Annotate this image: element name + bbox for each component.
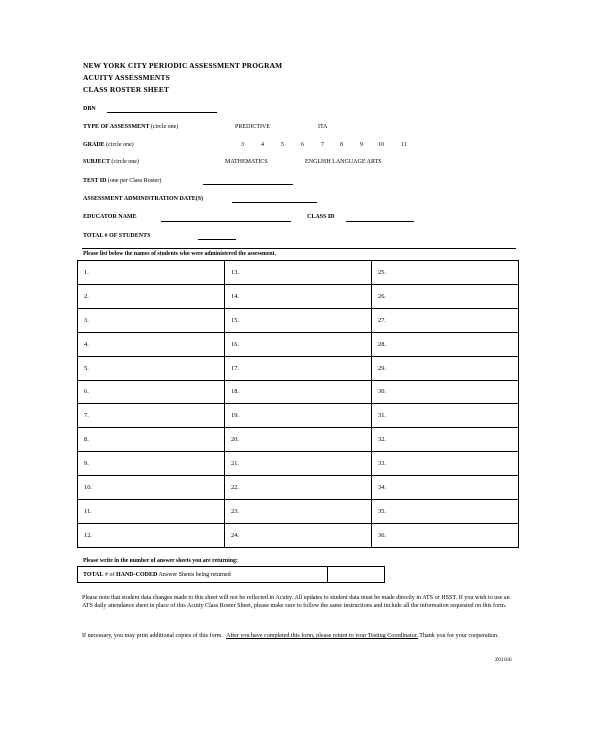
roster-cell[interactable]: 4. (78, 332, 225, 356)
table-row (78, 428, 519, 452)
roster-cell[interactable]: 14. (225, 284, 372, 308)
roster-cell[interactable]: 25. (372, 261, 519, 285)
roster-cell[interactable]: 34. (372, 476, 519, 500)
roster-cell[interactable]: 33. (372, 452, 519, 476)
form-title-program: NEW YORK CITY PERIODIC ASSESSMENT PROGRAM (83, 61, 283, 70)
roster-cell[interactable]: 29. (372, 356, 519, 380)
class-id-field[interactable] (346, 221, 414, 222)
table-row (78, 261, 519, 285)
roster-cell[interactable]: 32. (372, 428, 519, 452)
type-option-ita[interactable]: ITA (318, 124, 328, 130)
grade-option-3[interactable]: 3 (241, 142, 244, 148)
roster-cell[interactable]: 20. (225, 428, 372, 452)
grade-option-8[interactable]: 8 (340, 142, 343, 148)
roster-cell[interactable]: 28. (372, 332, 519, 356)
thanks-text: Thank you for your cooperation. (417, 633, 499, 639)
table-row (78, 380, 519, 404)
roster-cell[interactable]: 26. (372, 284, 519, 308)
educator-name-field[interactable] (161, 221, 291, 222)
roster-cell[interactable]: 15. (225, 308, 372, 332)
student-roster-table (77, 260, 519, 548)
roster-cell[interactable]: 23. (225, 500, 372, 524)
hand-coded-post: Answer Sheets being returned (157, 571, 231, 578)
hand-coded-label-cell (78, 567, 328, 583)
roster-cell[interactable]: 35. (372, 500, 519, 524)
type-label-text: TYPE OF ASSESSMENT (83, 124, 150, 130)
roster-cell[interactable]: 3. (78, 308, 225, 332)
roster-cell[interactable]: 22. (225, 476, 372, 500)
subject-note: (circle one) (111, 159, 139, 165)
roster-cell[interactable]: 10. (78, 476, 225, 500)
total-students-field[interactable] (198, 239, 236, 240)
form-title-acuity: ACUITY ASSESSMENTS (83, 73, 170, 82)
test-id-label (83, 178, 161, 184)
roster-cell[interactable]: 12. (78, 523, 225, 547)
dbn-field[interactable] (107, 112, 217, 113)
roster-cell[interactable]: 16. (225, 332, 372, 356)
roster-cell[interactable]: 17. (225, 356, 372, 380)
roster-cell[interactable]: 19. (225, 404, 372, 428)
grade-option-5[interactable]: 5 (281, 142, 284, 148)
grade-note: (circle one) (106, 142, 134, 148)
grade-option-6[interactable]: 6 (301, 142, 304, 148)
educator-name-label: EDUCATOR NAME (83, 214, 137, 220)
return-to-coordinator-text: After you have completed this form, please return to your Testing Coordinator. (225, 633, 418, 639)
table-row (78, 567, 385, 583)
answer-sheets-table (77, 566, 385, 583)
roster-cell[interactable]: 21. (225, 452, 372, 476)
type-note: (circle one) (150, 124, 179, 130)
roster-cell[interactable]: 18. (225, 380, 372, 404)
table-row (78, 452, 519, 476)
type-option-predictive[interactable]: PREDICTIVE (235, 124, 270, 130)
roster-cell[interactable]: 27. (372, 308, 519, 332)
test-id-label-text: TEST ID (83, 178, 107, 184)
hand-coded-label: HAND-CODED (115, 571, 158, 578)
roster-cell[interactable]: 2. (78, 284, 225, 308)
roster-cell[interactable]: 11. (78, 500, 225, 524)
class-id-label: CLASS ID (307, 214, 335, 220)
grade-option-7[interactable]: 7 (321, 142, 324, 148)
admin-date-field[interactable] (232, 202, 317, 203)
table-row (78, 332, 519, 356)
roster-cell[interactable]: 6. (78, 380, 225, 404)
grade-option-4[interactable]: 4 (261, 142, 264, 148)
table-row (78, 476, 519, 500)
table-row (78, 404, 519, 428)
grade-label-text: GRADE (83, 142, 105, 148)
roster-cell[interactable]: 13. (225, 261, 372, 285)
subject-label (83, 159, 139, 165)
table-row (78, 308, 519, 332)
roster-cell[interactable]: 8. (78, 428, 225, 452)
dbn-label: DBN (83, 106, 96, 112)
roster-cell[interactable]: 9. (78, 452, 225, 476)
roster-instruction: Please list below the names of students who were administered the assessment. (83, 251, 277, 257)
hand-coded-count-field[interactable] (328, 567, 385, 583)
form-code: Z01166 (495, 657, 512, 663)
table-row (78, 284, 519, 308)
table-row (78, 500, 519, 524)
test-id-note: (one per Class Roster) (107, 178, 162, 184)
admin-date-label: ASSESSMENT ADMINISTRATION DATE(S) (83, 196, 204, 202)
roster-cell[interactable]: 24. (225, 523, 372, 547)
section-divider (82, 248, 516, 249)
test-id-field[interactable] (203, 184, 293, 185)
return-instructions-note (82, 632, 518, 640)
form-title-roster: CLASS ROSTER SHEET (83, 85, 170, 94)
data-changes-note: Please note that student data changes made to this sheet will not be reflected in Acuity. All updates to student data must be made directly in ATS or HSST. If you wish to use an ATS daily attendance sheet in place of this Acuity Class Roster Sheet, please make sure to follow the same instructions and include all the information requested on this form. (82, 595, 510, 610)
roster-cell[interactable]: 5. (78, 356, 225, 380)
type-of-assessment-label (83, 124, 178, 130)
table-row (78, 356, 519, 380)
roster-cell[interactable]: 31. (372, 404, 519, 428)
total-students-label: TOTAL # OF STUDENTS (83, 233, 151, 239)
subject-option-mathematics[interactable]: MATHEMATICS (225, 159, 268, 165)
grade-option-11[interactable]: 11 (401, 142, 407, 148)
roster-cell[interactable]: 30. (372, 380, 519, 404)
grade-label (83, 142, 134, 148)
roster-cell[interactable]: 7. (78, 404, 225, 428)
grade-option-9[interactable]: 9 (360, 142, 363, 148)
subject-option-ela[interactable]: ENGLISH LANGUAGE ARTS (305, 159, 382, 165)
grade-option-10[interactable]: 10 (378, 142, 384, 148)
returning-instruction: Please write in the number of answer sheets you are returning: (83, 558, 238, 564)
roster-cell[interactable]: 36. (372, 523, 519, 547)
table-row (78, 523, 519, 547)
print-copies-text: If necessary, you may print additional copies of this form. (82, 633, 223, 639)
total-label: TOTAL (83, 571, 104, 578)
subject-label-text: SUBJECT (83, 159, 110, 165)
roster-cell[interactable]: 1. (78, 261, 225, 285)
hand-coded-pre: # of (103, 571, 116, 578)
